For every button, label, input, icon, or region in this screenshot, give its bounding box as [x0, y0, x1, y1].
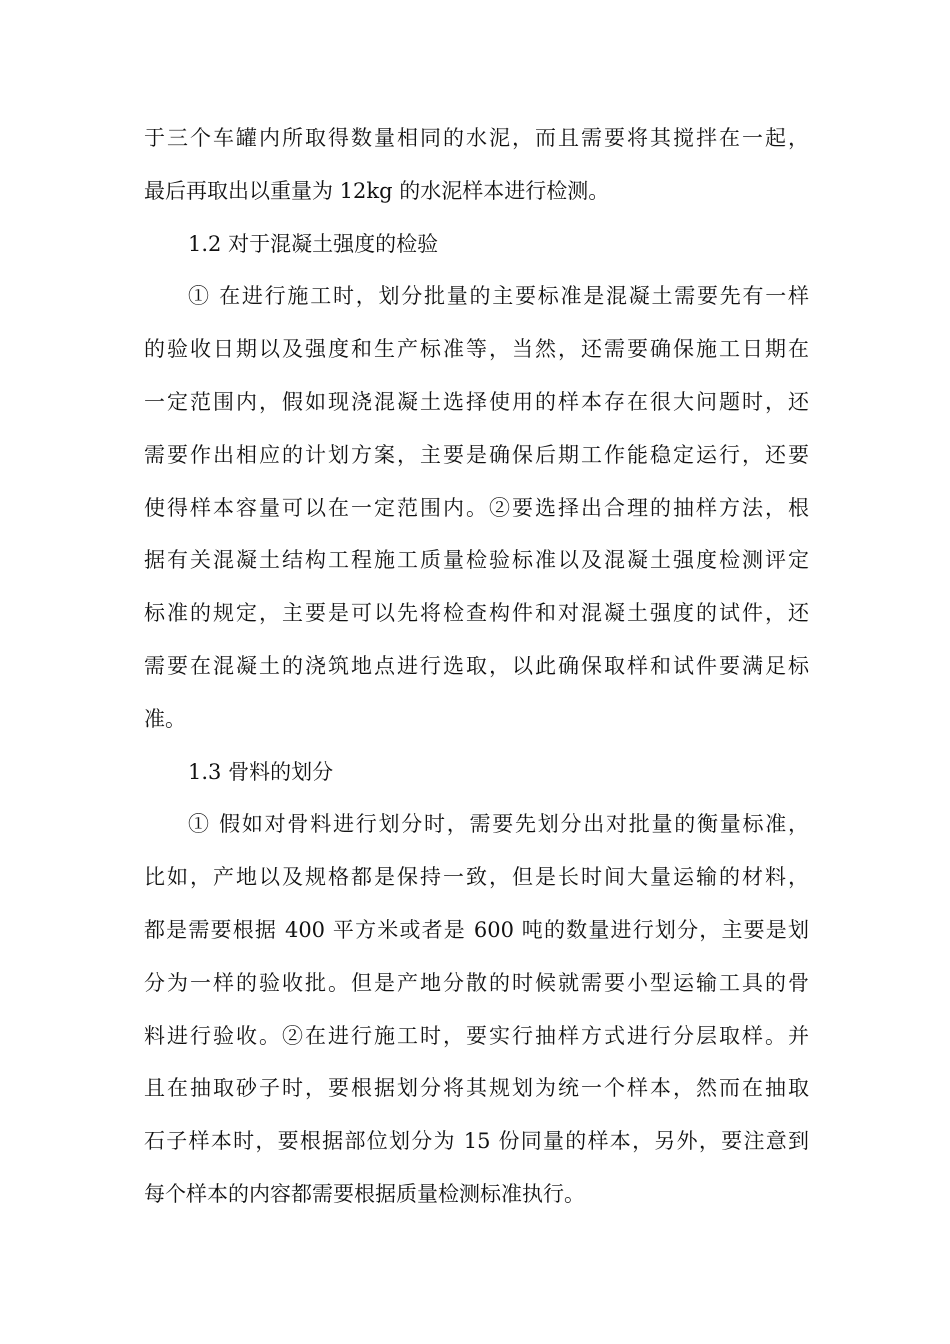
- text-line: 据有关混凝土结构工程施工质量检验标准以及混凝土强度检测评定: [144, 548, 809, 573]
- document-body: [144, 112, 809, 1221]
- text-line: 料进行验收。②在进行施工时，要实行抽样方式进行分层取样。并: [144, 1023, 809, 1048]
- text-line: 需要作出相应的计划方案，主要是确保后期工作能稳定运行，还要: [144, 442, 809, 467]
- text-line: 分为一样的验收批。但是产地分散的时候就需要小型运输工具的骨: [144, 970, 809, 995]
- text-line: 标准的规定，主要是可以先将检查构件和对混凝土强度的试件，还: [144, 601, 809, 626]
- text-line: 于三个车罐内所取得数量相同的水泥，而且需要将其搅拌在一起，: [144, 126, 809, 150]
- text-line: ① 假如对骨料进行划分时，需要先划分出对批量的衡量标准，: [188, 812, 809, 837]
- section-heading: 1.3 骨料的划分: [188, 759, 334, 784]
- text-line: 且在抽取砂子时，要根据划分将其规划为统一个样本，然而在抽取: [144, 1076, 809, 1101]
- text-line: 准。: [144, 706, 186, 731]
- text-line: 的验收日期以及强度和生产标准等，当然，还需要确保施工日期在: [144, 337, 809, 362]
- text-line: 一定范围内，假如现浇混凝土选择使用的样本存在很大问题时，还: [144, 389, 809, 414]
- section-heading: 1.2 对于混凝土强度的检验: [188, 231, 439, 256]
- text-line: ① 在进行施工时，划分批量的主要标准是混凝土需要先有一样: [188, 284, 809, 309]
- text-line: 使得样本容量可以在一定范围内。②要选择出合理的抽样方法，根: [144, 495, 809, 520]
- text-line: 最后再取出以重量为 12kg 的水泥样本进行检测。: [144, 178, 610, 203]
- text-line: 石子样本时，要根据部位划分为 15 份同量的样本，另外，要注意到: [144, 1129, 809, 1154]
- text-line: 每个样本的内容都需要根据质量检测标准执行。: [144, 1181, 585, 1206]
- text-line: 都是需要根据 400 平方米或者是 600 吨的数量进行划分，主要是划: [144, 917, 809, 942]
- text-line: 比如，产地以及规格都是保持一致，但是长时间大量运输的材料，: [144, 865, 809, 890]
- text-line: 需要在混凝土的浇筑地点进行选取，以此确保取样和试件要满足标: [144, 653, 809, 678]
